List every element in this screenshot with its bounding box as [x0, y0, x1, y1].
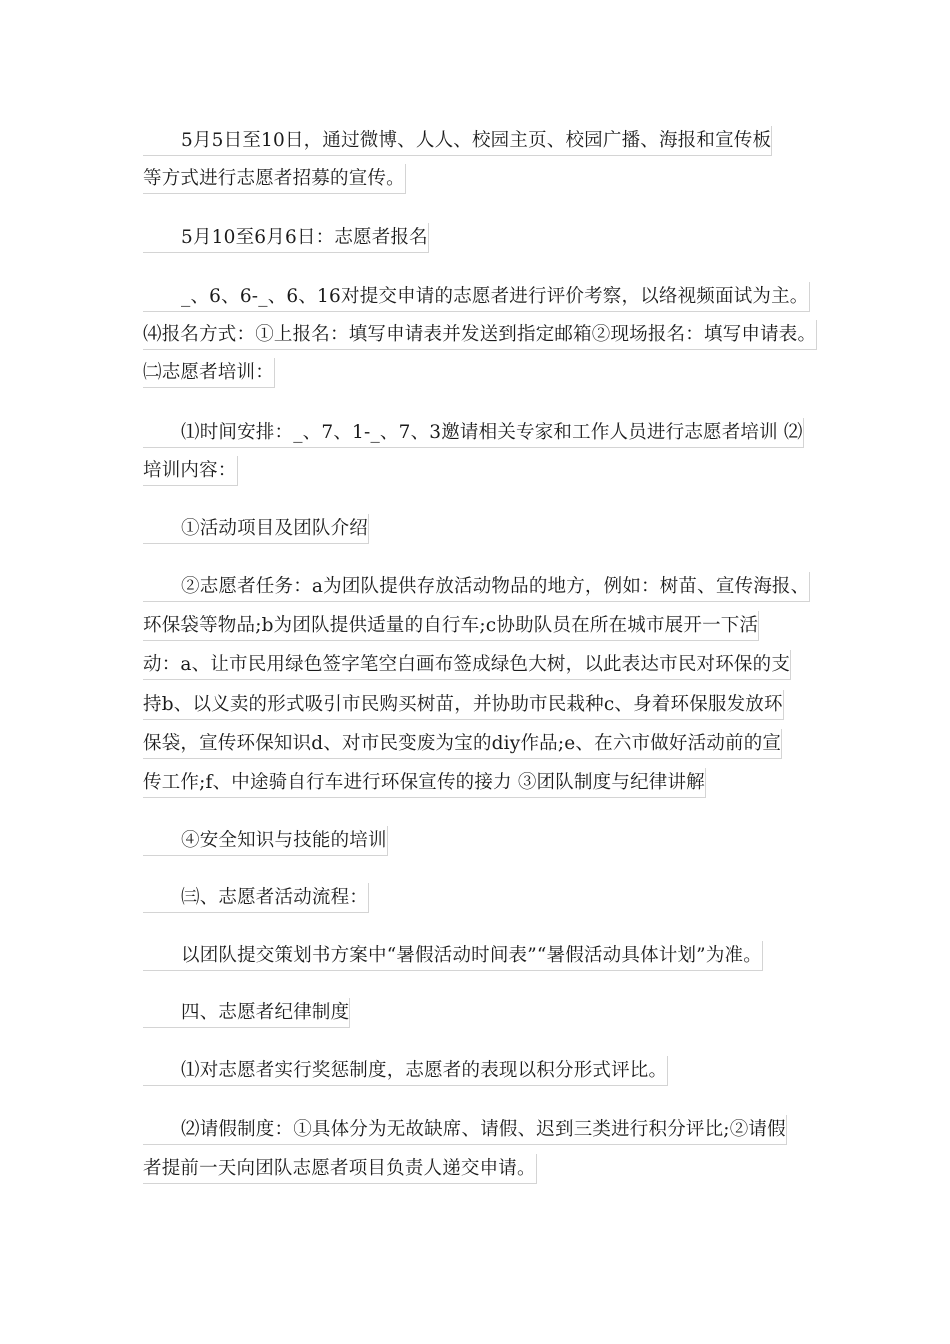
text-line: 5月5日至10日，通过微博、人人、校园主页、校园广播、海报和宣传板	[143, 126, 772, 156]
text-line: 等方式进行志愿者招募的宣传。	[143, 164, 406, 194]
section-heading: 四、志愿者纪律制度	[143, 998, 350, 1028]
text-line: ⑴时间安排：_、7、1-_、7、3邀请相关专家和工作人员进行志愿者培训 ⑵	[143, 418, 804, 448]
text-line: 5月10至6月6日：志愿者报名	[143, 223, 429, 253]
text-line: 者提前一天向团队志愿者项目负责人递交申请。	[143, 1154, 537, 1184]
text-line: ⑴对志愿者实行奖惩制度，志愿者的表现以积分形式评比。	[143, 1056, 668, 1086]
text-line: ①活动项目及团队介绍	[143, 514, 369, 544]
text-line: ②志愿者任务：a为团队提供存放活动物品的地方，例如：树苗、宣传海报、	[143, 572, 810, 602]
text-line: 传工作;f、中途骑自行车进行环保宣传的接力 ③团队制度与纪律讲解	[143, 768, 706, 798]
text-line: 持b、以义卖的形式吸引市民购买树苗，并协助市民栽种c、身着环保服发放环	[143, 690, 784, 720]
text-line: 动：a、让市民用绿色签字笔空白画布签成绿色大树，以此表达市民对环保的支	[143, 650, 791, 680]
section-heading: ㈢、志愿者活动流程：	[143, 883, 369, 913]
text-line: 以团队提交策划书方案中“暑假活动时间表”“暑假活动具体计划”为准。	[143, 941, 763, 971]
text-line: 培训内容：	[143, 456, 238, 486]
text-line: ⑷报名方式：①上报名：填写申请表并发送到指定邮箱②现场报名：填写申请表。	[143, 320, 817, 350]
text-line: 环保袋等物品;b为团队提供适量的自行车;c协助队员在所在城市展开一下活	[143, 611, 759, 641]
text-line: 保袋，宣传环保知识d、对市民变废为宝的diy作品;e、在六市做好活动前的宣	[143, 729, 782, 759]
text-line: ④安全知识与技能的培训	[143, 826, 388, 856]
text-line: _、6、6-_、6、16对提交申请的志愿者进行评价考察，以络视频面试为主。	[143, 282, 810, 312]
text-line: ⑵请假制度：①具体分为无故缺席、请假、迟到三类进行积分评比;②请假	[143, 1115, 787, 1145]
section-heading: ㈡志愿者培训：	[143, 358, 275, 388]
